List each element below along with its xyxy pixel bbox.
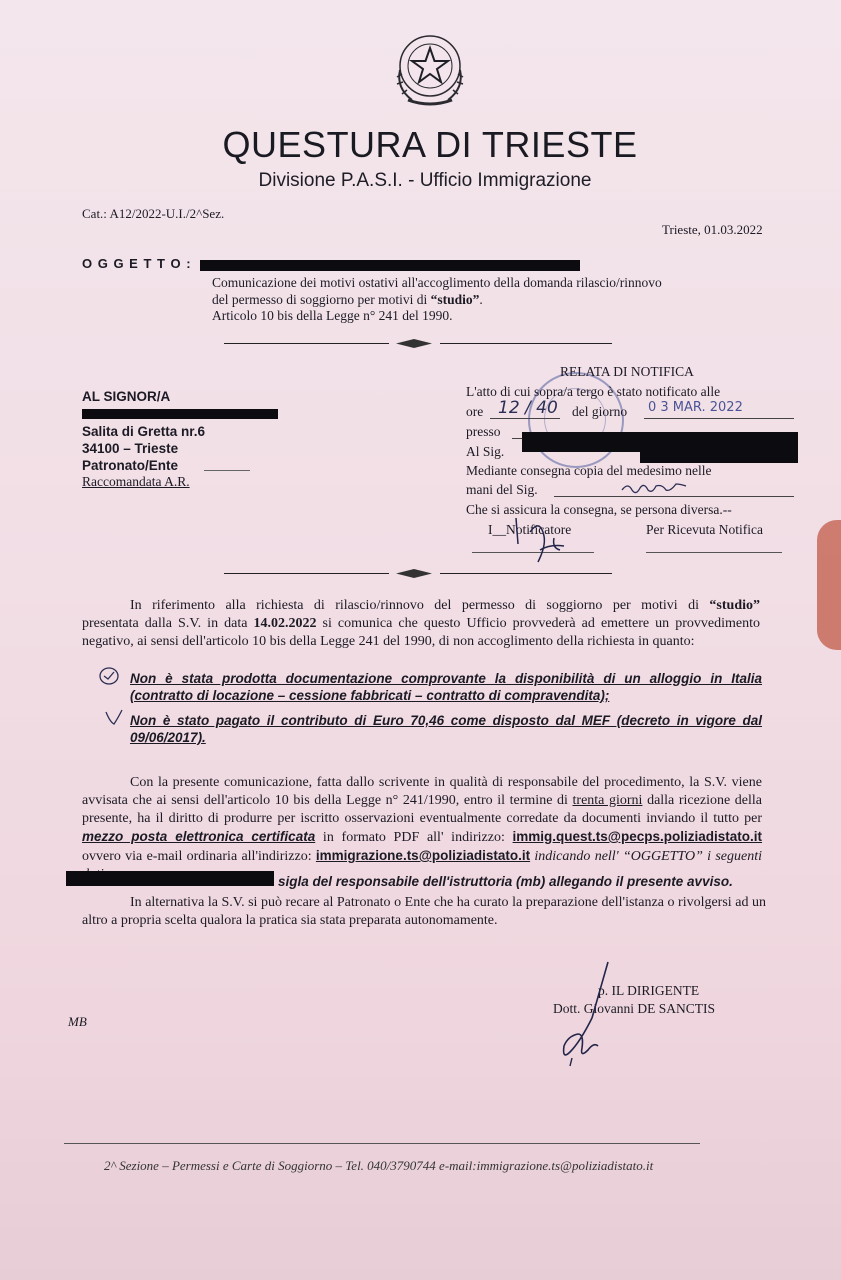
separator-diamond bbox=[396, 569, 432, 578]
relata-title: RELATA DI NOTIFICA bbox=[560, 364, 694, 379]
redaction-bar bbox=[640, 447, 798, 463]
hand-mark-icon bbox=[102, 708, 124, 728]
background-object bbox=[817, 520, 841, 650]
subject-line-2-text: del permesso di soggiorno per motivi di bbox=[212, 291, 431, 307]
p2-pdf: in formato PDF all' indirizzo: bbox=[315, 830, 513, 845]
p1-presentata: presentata dalla S.V. in data bbox=[82, 616, 254, 631]
p1-start: In riferimento alla richiesta di rilascio/rinnovo del permesso di soggiorno per motivi di bbox=[130, 598, 710, 613]
footer-contact: 2^ Sezione – Permessi e Carte di Soggiorno – Tel. 040/3790744 e-mail:immigrazione.ts@poliziadistato.it bbox=[104, 1158, 654, 1173]
handwritten-signature-small bbox=[620, 480, 690, 496]
reason-2: Non è stato pagato il contributo di Euro 70,46 come disposto dal MEF (decreto in vigore dal 09/06/2017). bbox=[130, 713, 762, 745]
mani-blank bbox=[554, 496, 794, 497]
separator-line bbox=[440, 573, 612, 574]
subject-line-1: Comunicazione dei motivi ostativi all'accoglimento della domanda rilascio/rinnovo bbox=[212, 275, 662, 290]
recipient-raccomandata: Raccomandata A.R. bbox=[82, 474, 190, 489]
notificatore-label: Notificatore bbox=[506, 522, 572, 537]
subject-text bbox=[212, 275, 662, 325]
subject-studio: “studio” bbox=[430, 291, 480, 307]
relata-mani-label: mani del Sig. bbox=[466, 482, 538, 497]
p2-mid: dalla ricezione della presente, ha il diritto di produrre per iscritto osservazioni eventualmente corredate da documenti inviando il tutto per bbox=[82, 793, 762, 826]
handwritten-time: 12 / 40 bbox=[498, 398, 558, 418]
relata-ore-label: ore bbox=[466, 404, 484, 419]
p1-rest: si comunica che questo Ufficio provvederà ad emettere un provvedimento negativo, ai sensi dell'articolo 10 bis della Legge 241 del 1990, di non accoglimento della richiesta in quanto: bbox=[82, 616, 760, 649]
p2-trenta-giorni: trenta giorni bbox=[572, 793, 643, 808]
hand-mark-icon bbox=[98, 666, 120, 686]
handwritten-signature bbox=[552, 958, 622, 1068]
recipient-street: Salita di Gretta nr.6 bbox=[82, 424, 206, 439]
giorno-blank bbox=[644, 418, 794, 419]
paragraph-1-cont bbox=[82, 615, 760, 651]
relata-mediante: Mediante consegna copia del medesimo nelle bbox=[466, 463, 712, 478]
recipient-patronato: Patronato/Ente bbox=[82, 458, 179, 473]
paragraph-1 bbox=[82, 597, 760, 615]
paragraph-3 bbox=[82, 894, 766, 930]
recipient-salutation: AL SIGNOR/A bbox=[82, 389, 171, 404]
subject-period: . bbox=[479, 291, 483, 307]
notificatore-signature bbox=[510, 510, 580, 570]
footer-rule bbox=[64, 1143, 700, 1144]
relata-alsig-label: Al Sig. bbox=[466, 444, 505, 459]
p1-date: 14.02.2022 bbox=[253, 616, 317, 631]
signature-name: Dott. Giovanni DE SANCTIS bbox=[553, 1001, 715, 1016]
redaction-bar bbox=[66, 871, 274, 886]
subject-label: O G G E T T O : bbox=[82, 256, 192, 271]
reason-1: Non è stata prodotta documentazione comprovante la disponibilità di un alloggio in Italia (contratto di locazione – cessione fabbricati – contratto di compravendita); bbox=[130, 671, 762, 703]
relata-giorno-label: del giorno bbox=[572, 404, 628, 419]
office-subtitle: Divisione P.A.S.I. - Ufficio Immigrazione bbox=[258, 170, 592, 191]
p1-studio: “studio” bbox=[709, 598, 760, 613]
relata-notificatore: I__Notificatore bbox=[488, 522, 572, 537]
subject-line-2 bbox=[212, 292, 662, 309]
ore-blank bbox=[490, 418, 560, 419]
p2-sigla: sigla del responsabile dell'istruttoria (mb) allegando il presente avviso. bbox=[278, 874, 733, 889]
redaction-bar bbox=[82, 409, 278, 419]
email-address-link[interactable]: immigrazione.ts@poliziadistato.it bbox=[315, 848, 531, 863]
signature-role: p. IL DIRIGENTE bbox=[598, 983, 700, 998]
operator-initials: MB bbox=[68, 1014, 87, 1029]
separator-line bbox=[224, 573, 389, 574]
category-code: Cat.: A12/2022-U.I./2^Sez. bbox=[82, 206, 225, 221]
redaction-bar bbox=[200, 260, 580, 271]
subject-line-3: Articolo 10 bis della Legge n° 241 del 1990. bbox=[212, 308, 453, 323]
relata-ricevuta: Per Ricevuta Notifica bbox=[646, 522, 763, 537]
place-date: Trieste, 01.03.2022 bbox=[662, 222, 763, 237]
relata-assicura: Che si assicura la consegna, se persona diversa.-- bbox=[466, 502, 732, 517]
separator-line bbox=[224, 343, 389, 344]
relata-presso-label: presso bbox=[466, 424, 501, 439]
paragraph-2 bbox=[82, 774, 762, 884]
italian-republic-emblem bbox=[388, 26, 472, 110]
relata-line-1: L'atto di cui sopra/a tergo è stato notificato alle bbox=[466, 384, 721, 399]
separator-line bbox=[440, 343, 612, 344]
p3-text: In alternativa la S.V. si può recare al Patronato o Ente che ha curato la preparazione dell'istanza o rivolgersi ad un altro a propria scelta qualora la pratica sia stata preparata autonomamente. bbox=[82, 895, 766, 928]
p2-indicando: indicando nell' “OGGETTO” i seguenti bbox=[534, 849, 762, 864]
date-stamp: 0 3 MAR. 2022 bbox=[648, 400, 743, 415]
p2-ordinaria: ovvero via e-mail ordinaria all'indirizzo: bbox=[82, 849, 316, 864]
recipient-city: 34100 – Trieste bbox=[82, 441, 179, 456]
office-title: QUESTURA DI TRIESTE bbox=[222, 124, 638, 165]
separator-diamond bbox=[396, 339, 432, 348]
ricevuta-sign-line bbox=[646, 552, 782, 553]
p2-pec: mezzo posta elettronica certificata bbox=[82, 829, 316, 844]
patronato-blank bbox=[204, 470, 250, 471]
pec-address-link[interactable]: immig.quest.ts@pecps.poliziadistato.it bbox=[512, 829, 762, 844]
p2-start: Con la presente comunicazione, fatta dallo scrivente in qualità di responsabile del procedimento, la S.V. viene avvisata che ai sensi dell'articolo 10 bis della Legge n° 241/1990, entro il termine di bbox=[82, 775, 762, 808]
